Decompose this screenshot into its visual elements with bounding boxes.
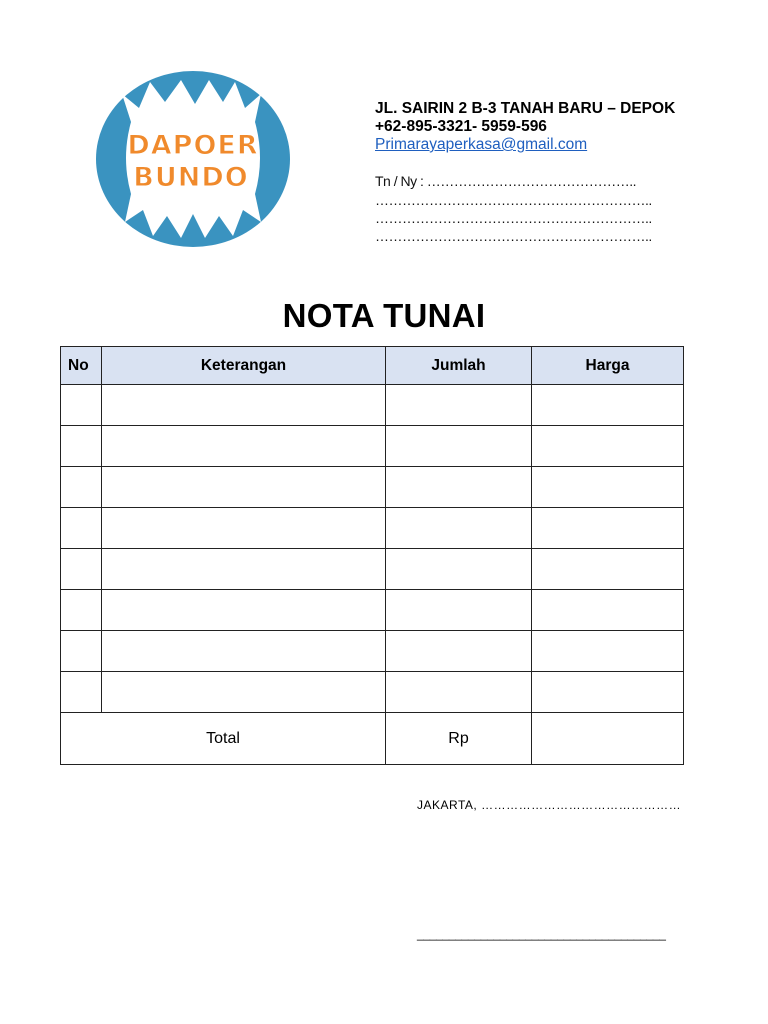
cell-jumlah[interactable] [386,590,532,631]
column-header-keterangan: Keterangan [102,347,386,385]
cell-harga[interactable] [532,672,684,713]
cell-jumlah[interactable] [386,385,532,426]
cell-jumlah[interactable] [386,631,532,672]
cell-keterangan[interactable] [102,590,386,631]
logo-text-line1: DAPOER [127,130,259,161]
address-line: JL. SAIRIN 2 B-3 TANAH BARU – DEPOK [375,100,676,117]
cell-jumlah[interactable] [386,672,532,713]
column-header-jumlah: Jumlah [386,347,532,385]
table-row [61,385,684,426]
cell-harga[interactable] [532,467,684,508]
signature-line: _______________________________________ [417,927,666,941]
cell-harga[interactable] [532,631,684,672]
cell-keterangan[interactable] [102,385,386,426]
cell-jumlah[interactable] [386,426,532,467]
invoice-table [60,346,684,765]
cell-keterangan[interactable] [102,549,386,590]
customer-name-field: Tn / Ny : ……………………………………….. [375,173,637,189]
cell-jumlah[interactable] [386,549,532,590]
currency-label: Rp [386,713,532,765]
table-row [61,508,684,549]
cell-keterangan[interactable] [102,467,386,508]
cell-keterangan[interactable] [102,631,386,672]
total-row [61,713,684,765]
cell-harga[interactable] [532,385,684,426]
document-title: NOTA TUNAI [282,297,486,334]
cell-no[interactable] [61,467,102,508]
table-row [61,467,684,508]
cell-jumlah[interactable] [386,508,532,549]
cell-no[interactable] [61,549,102,590]
cell-keterangan[interactable] [102,672,386,713]
cell-no[interactable] [61,672,102,713]
cell-harga[interactable] [532,590,684,631]
customer-address-line-1: …………………………………………………….. [375,192,652,208]
column-header-no: No [61,347,102,385]
customer-address-line-2: …………………………………………………….. [375,210,652,226]
table-row [61,631,684,672]
total-value-cell[interactable] [532,713,684,765]
total-label: Total [61,713,386,765]
cell-no[interactable] [61,426,102,467]
cell-harga[interactable] [532,426,684,467]
table-row [61,426,684,467]
email-link[interactable]: Primarayaperkasa@gmail.com [375,136,588,153]
table-row [61,672,684,713]
table-row [61,549,684,590]
city-date-field: JAKARTA, ………………………………………… [417,798,682,812]
table-header-row [61,347,684,385]
customer-address-line-3: …………………………………………………….. [375,228,652,244]
table-row [61,590,684,631]
cell-keterangan[interactable] [102,426,386,467]
cell-keterangan[interactable] [102,508,386,549]
cell-no[interactable] [61,590,102,631]
phone-number: +62-895-3321- 5959-596 [375,118,547,135]
cell-no[interactable] [61,508,102,549]
column-header-harga: Harga [532,347,684,385]
logo-text-line2: BUNDO [133,162,249,193]
cell-harga[interactable] [532,508,684,549]
cell-jumlah[interactable] [386,467,532,508]
cell-no[interactable] [61,631,102,672]
dapoer-bundo-logo [95,70,291,248]
cell-no[interactable] [61,385,102,426]
cell-harga[interactable] [532,549,684,590]
